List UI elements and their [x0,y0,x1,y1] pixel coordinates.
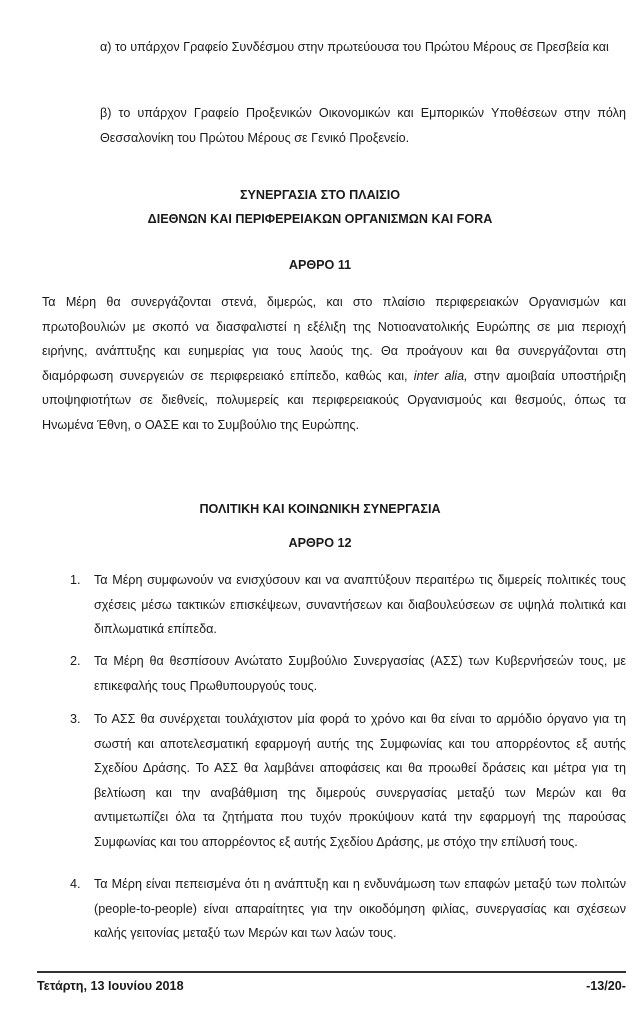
section1-heading-line2: ΔΙΕΘΝΩΝ ΚΑΙ ΠΕΡΙΦΕΡΕΙΑΚΩΝ ΟΡΓΑΝΙΣΜΩΝ ΚΑΙ FORA [147,212,493,226]
item-number: 1. [70,573,81,587]
item-number: 2. [70,654,81,668]
section1-heading-line1: ΣΥΝΕΡΓΑΣΙΑ ΣΤΟ ΠΛΑΙΣΙΟ [239,188,401,202]
item-text: Το ΑΣΣ θα συνέρχεται τουλάχιστον μία φορά το χρόνο και θα είναι το αρμόδιο όργανο για τη σωστή και αποτελεσματική εφαρμογή αυτής της Συμφωνίας και του απορρέοντος εξ αυτής Σχεδίου Δράσης. Το ΑΣΣ θα λαμβάνει αποφάσεις και θα προωθεί δράσεις και μέτρα για τη βελτίωση και την αναβάθμιση της διμερούς συνεργασίας μεταξύ των Μερών και θα αντιμετωπίζει όλα τα ζητήματα που τυχόν προκύψουν κατά την εφαρμογή της παρούσας Συμφωνίας και του απορρέοντος εξ αυτής Σχεδίου Δράσης, με στόχο την επίλυσή τους. [94,712,626,849]
intro-item-a: α) το υπάρχον Γραφείο Συνδέσμου στην πρωτεύουσα του Πρώτου Μέρους σε Πρεσβεία και [100,40,609,54]
item-text: Τα Μέρη θα θεσπίσουν Ανώτατο Συμβούλιο Συνεργασίας (ΑΣΣ) των Κυβερνήσεών τους, με επικεφαλής τους Πρωθυπουργούς τους. [94,654,626,693]
article-11-paragraph [42,290,626,437]
item-text: Τα Μέρη είναι πεπεισμένα ότι η ανάπτυξη και η ενδυνάμωση των επαφών μεταξύ των πολιτών (people-to-people) είναι απαραίτητες για την οικοδόμηση φιλίας, συνεργασίας και σχέσεων καλής γειτονίας μεταξύ των Μερών και των λαών τους. [94,877,626,940]
article-11-text-part1: Τα Μέρη θα συνεργάζονται στενά, διμερώς, και στο πλαίσιο περιφερειακών Οργανισμών και πρωτοβουλιών με σκοπό να διασφαλιστεί η εξέλιξη της Νοτιοανατολικής Ευρώπης σε μια περιοχή ειρήνης, ανάπτυξης και ευημερίας για τους λαούς της. Θα προάγουν και θα συνεργάζονται στη διαμόρφωση συνεργειών σε περιφερειακό επίπεδο, καθώς και, [42,295,626,383]
section2-heading: ΠΟΛΙΤΙΚΗ ΚΑΙ ΚΟΙΝΩΝΙΚΗ ΣΥΝΕΡΓΑΣΙΑ [199,502,441,516]
article-11-heading: ΑΡΘΡΟ 11 [288,258,352,272]
footer-page-number: -13/20- [586,979,626,993]
item-number: 4. [70,877,81,891]
item-number: 3. [70,712,81,726]
article-12-heading: ΑΡΘΡΟ 12 [288,536,352,550]
intro-item-b: β) το υπάρχον Γραφείο Προξενικών Οικονομικών και Εμπορικών Υποθέσεων στην πόλη Θεσσαλονίκη του Πρώτου Μέρους σε Γενικό Προξενείο. [100,106,626,145]
footer-divider [37,971,626,973]
article-11-text-part2: στην αμοιβαία υποστήριξη υποψηφιοτήτων σε διεθνείς, πολυμερείς και περιφερειακούς Οργανισμούς και θεσμούς, όπως τα Ηνωμένα Έθνη, ο ΟΑΣΕ και το Συμβούλιο της Ευρώπης. [42,368,627,432]
footer-date: Τετάρτη, 13 Ιουνίου 2018 [37,979,184,993]
item-text: Τα Μέρη συμφωνούν να ενισχύσουν και να αναπτύξουν περαιτέρω τις διμερείς πολιτικές τους σχέσεις μέσω τακτικών επισκέψεων, συναντήσεων και διαβουλεύσεων σε υψηλά πολιτικά και διπλωματικά επίπεδα. [94,573,626,636]
article-11-latin-phrase: inter alia, [413,368,468,383]
